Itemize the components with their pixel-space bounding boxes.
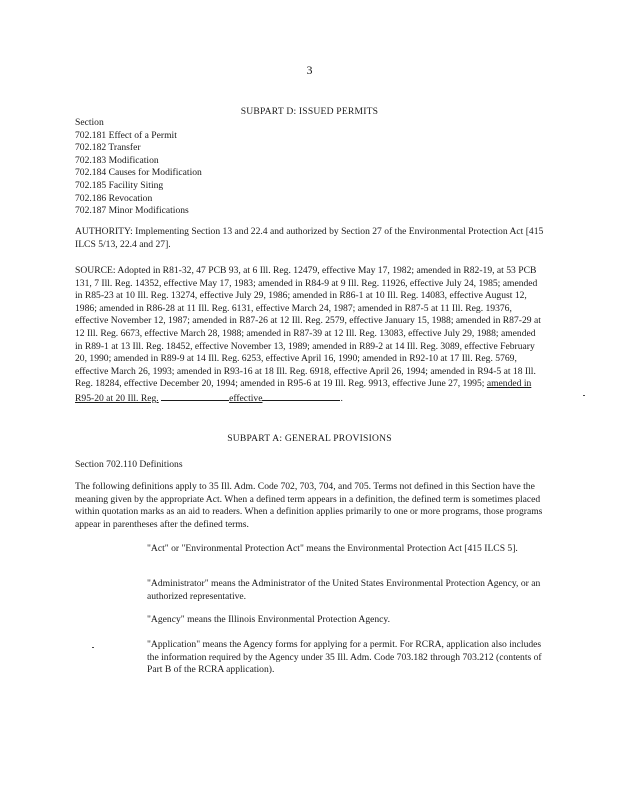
blank-line [161,391,229,401]
source-paragraph [75,265,545,406]
subpart-a-heading: SUBPART A: GENERAL PROVISIONS [227,433,392,444]
section-title: Section 702.110 Definitions [75,459,183,470]
definition-agency: "Agency" means the Illinois Environmental Protection Agency. [147,614,391,625]
source-end: . [340,392,343,404]
definition-act: "Act" or "Environmental Protection Act" means the Environmental Protection Act [415 ILCS 5]. [147,543,518,554]
page-number: 3 [306,63,313,77]
toc-item: 702.184 Causes for Modification [75,167,202,179]
source-text: SOURCE: Adopted in R81-32, 47 PCB 93, at 6 Ill. Reg. 12479, effective May 17, 1982; amended in R82-19, at 53 PCB 131, 7 Ill. Reg. 14352, effective May 17, 1983; amended in R84-9 at 9 Ill. Reg. 11926, effective July 24, 1985; amended in R85-23 at 10 Ill. Reg. 13274, effective July 29, 1986; amended in R86-1 at 10 Ill. Reg. 14083, effective August 12, 1986; amended in R86-28 at 11 Ill. Reg. 6131, effective March 24, 1987; amended in R87-5 at 11 Ill. Reg. 19376, effective November 12, 1987; amended in R87-26 at 12 Ill. Reg. 2579, effective January 15, 1988; amended in R87-29 at 12 Ill. Reg. 6673, effective March 28, 1988; amended in R87-39 at 12 Ill. Reg. 13083, effective July 29, 1988; amended in R89-1 at 13 Ill. Reg. 18452, effective November 13, 1989; amended in R89-2 at 14 Ill. Reg. 3089, effective February 20, 1990; amended in R89-9 at 14 Ill. Reg. 6253, effective April 16, 1990; amended in R92-10 at 17 Ill. Reg. 5769, effective March 26, 1993; amended in R93-16 at 18 Ill. Reg. 6918, effective April 26, 1994; amended in R94-5 at 18 Ill. Reg. 18284, effective December 20, 1994; amended in R95-6 at 19 Ill. Reg. 9913, effective June 27, 1995; [75,265,541,390]
toc-item: 702.185 Facility Siting [75,179,164,191]
source-effective: effective [229,392,263,404]
toc-item: 702.182 Transfer [75,142,141,154]
scan-speck [92,647,94,648]
toc-item: 702.186 Revocation [75,192,153,204]
authority-paragraph: AUTHORITY: Implementing Section 13 and 22.4 and authorized by Section 27 of the Environmental Protection Act [415 ILCS 5/13, 22.4 and 27]. [75,226,544,250]
toc-header: Section [75,117,104,128]
subpart-d-heading: SUBPART D: ISSUED PERMITS [240,106,379,117]
definitions-intro: The following definitions apply to 35 Ill. Adm. Code 702, 703, 704, and 705. Terms not defined in this Section have the meaning given by the appropriate Act. When a defined term appears in a definition, the defined term is sometimes placed within quotation marks as an aid to readers. When a definition applies primarily to one or more programs, those programs appear in parentheses after the defined terms. [75,481,543,530]
blank-line [262,391,340,401]
source-amendment-underlined: amended in R95-20 at 20 Ill. Reg. [75,378,532,404]
toc-item: 702.181 Effect of a Permit [75,129,177,141]
toc-item: 702.183 Modification [75,154,159,166]
definition-administrator: "Administrator" means the Administrator of the United States Environmental Protection Agency, or an authorized representative. [147,578,541,602]
toc-list [75,117,545,218]
scan-speck [583,395,585,396]
definition-application: "Application" means the Agency forms for applying for a permit. For RCRA, application also includes the information required by the Agency under 35 Ill. Adm. Code 703.182 through 703.212 (contents of Part B of the RCRA application). [147,639,542,676]
toc-item: 702.187 Minor Modifications [75,205,189,217]
